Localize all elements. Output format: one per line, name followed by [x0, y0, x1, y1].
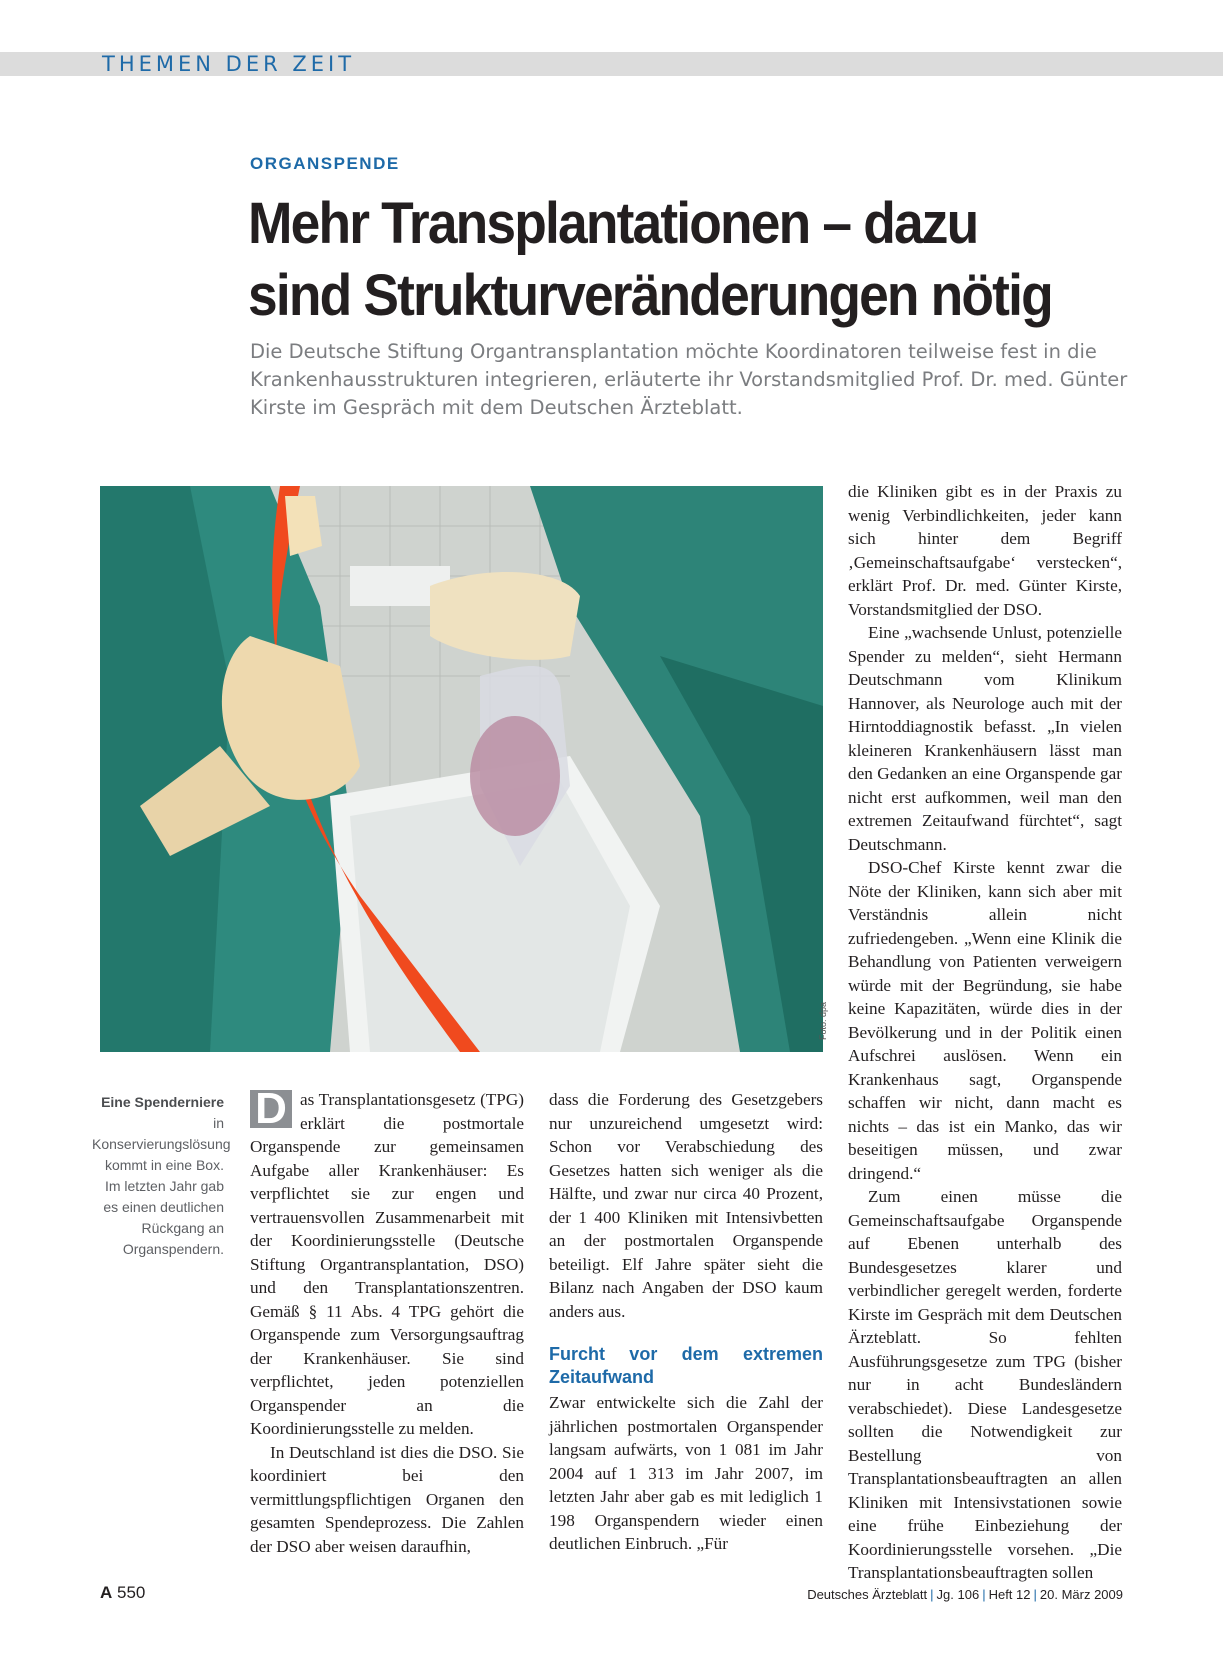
body-paragraph: Eine „wachsende Unlust, potenzielle Spender zu melden“, sieht Hermann Deutschmann vom Klinikum Hannover, als Neurologe auch mit der Hirntoddiagnostik befasst. „In vielen kleineren Krankenhäusern lässt man den Gedanken an eine Organspende gar nicht erst aufkommen, weil man den extremen Zeitaufwand fürchtet“, sagt Deutschmann.: [848, 623, 1122, 854]
divider: |: [1033, 1587, 1037, 1602]
article-kicker: ORGANSPENDE: [250, 154, 400, 173]
body-paragraph: [250, 1084, 524, 1441]
caption-text: in Konservierungslösung kommt in eine Box. Im letzten Jahr gab es einen deutlichen Rückgang an Organspendern.: [92, 1115, 231, 1257]
body-column-3: [848, 480, 1122, 1585]
article-photo: [100, 486, 823, 1052]
page-number: [100, 1583, 145, 1603]
divider: |: [930, 1587, 934, 1602]
body-paragraph: In Deutschland ist dies die DSO. Sie koordiniert bei den vermittlungspflichtigen Organen den gesamten Spendeprozess. Die Zahlen der DSO aber weisen daraufhin,: [250, 1442, 524, 1556]
volume: Jg. 106: [936, 1587, 980, 1602]
photo-illustration: [100, 486, 823, 1052]
article-lead: Die Deutsche Stiftung Organtransplantation möchte Koordinatoren teilweise fest in die Krankenhausstrukturen integrieren, erläuterte ihr Vorstandsmitglied Prof. Dr. med. Günter Kirste im Gespräch mit dem Deutschen Ärzteblatt.: [250, 340, 1128, 419]
page-number-value: 550: [117, 1583, 146, 1602]
photo-caption: [92, 1092, 231, 1260]
body-paragraph: dass die Forderung des Gesetzgebers nur unzureichend umgesetzt wird: Schon vor Verabschiedung des Gesetzes hatten sich weniger als die Hälfte, und zwar nur circa 40 Prozent, der 1 400 Kliniken mit Intensivbetten an der postmortalen Organspende beteiligt. Elf Jahre später sieht die Bilanz nach Angaben der DSO kaum anders aus.: [549, 1090, 823, 1321]
issue: Heft 12: [988, 1587, 1031, 1602]
article-title: Mehr Transplantationen – dazu sind Strukturveränderungen nötig: [248, 191, 1052, 328]
body-column-1: [250, 1084, 524, 1558]
photo-credit: Foto: dpa: [818, 1001, 828, 1040]
body-paragraph: DSO-Chef Kirste kennt zwar die Nöte der Kliniken, kann sich aber mit Verständnis allein nicht zufriedengeben. „Wenn eine Klinik die Behandlung von Patienten verweigern würde mit der Begründung, sie habe keine Kapazitäten, würde dies in der Bevölkerung und in der Politik einen Aufschrei auslösen. Wenn ein Krankenhaus sagt, Organspende schaffen wir nicht, dann macht es nichts – das ist ein Manko, das wir beseitigen müssen, und zwar dringend.“: [848, 858, 1122, 1183]
page-prefix: A: [100, 1583, 113, 1602]
footer-meta: [807, 1587, 1123, 1602]
drop-cap: D: [250, 1090, 292, 1128]
body-column-2: [549, 1088, 823, 1556]
divider: |: [982, 1587, 986, 1602]
body-paragraph: Zum einen müsse die Gemeinschaftsaufgabe Organspende auf Ebenen unterhalb des Bundesgesetzes klarer und verbindlicher geregelt werden, forderte Kirste im Gespräch mit dem Deutschen Ärzteblatt. So fehlten Ausführungsgesetze zum TPG (bisher nur in acht Bundesländern verabschiedet). Diese Landesgesetze sollten die Notwendigkeit zur Bestellung von Transplantationsbeauftragten an allen Kliniken mit Intensivstationen sowie eine frühe Einbeziehung der Koordinierungsstelle vorsehen. „Die Transplantationsbeauftragten sollen: [848, 1187, 1122, 1582]
journal-name: Deutsches Ärzteblatt: [807, 1587, 928, 1602]
subheading: Furcht vor dem extremen Zeitaufwand: [549, 1344, 823, 1387]
caption-title: Eine Spenderniere: [101, 1094, 224, 1110]
body-paragraph: Zwar entwickelte sich die Zahl der jährlichen postmortalen Organspender langsam aufwärts, von 1 081 im Jahr 2004 auf 1 313 im Jahr 2007, im letzten Jahr aber gab es mit lediglich 1 198 Organspendern wieder einen deutlichen Einbruch. „Für: [549, 1393, 823, 1553]
body-paragraph: die Kliniken gibt es in der Praxis zu wenig Verbindlichkeiten, jeder kann sich hinter dem Begriff ‚Gemeinschaftsaufgabe‘ verstecken“, erklärt Prof. Dr. med. Günter Kirste, Vorstandsmitglied der DSO.: [848, 482, 1122, 619]
issue-date: 20. März 2009: [1039, 1587, 1123, 1602]
section-label: THEMEN DER ZEIT: [102, 52, 356, 76]
body-text: as Transplantationsgesetz (TPG) erklärt die postmortale Organspende zur gemeinsamen Aufgabe aller Krankenhäuser: Es verpflichtet sie zur engen und vertrauensvollen Zusammenarbeit mit der Koordinierungsstelle (Deutsche Stiftung Organtransplantation, DSO) und den Transplantationszentren. Gemäß § 11 Abs. 4 TPG gehört die Organspende zum Versorgungsauftrag der Krankenhäuser. Sie sind verpflichtet, jeden potenziellen Organspender an die Koordinierungsstelle zu melden.: [250, 1090, 524, 1438]
